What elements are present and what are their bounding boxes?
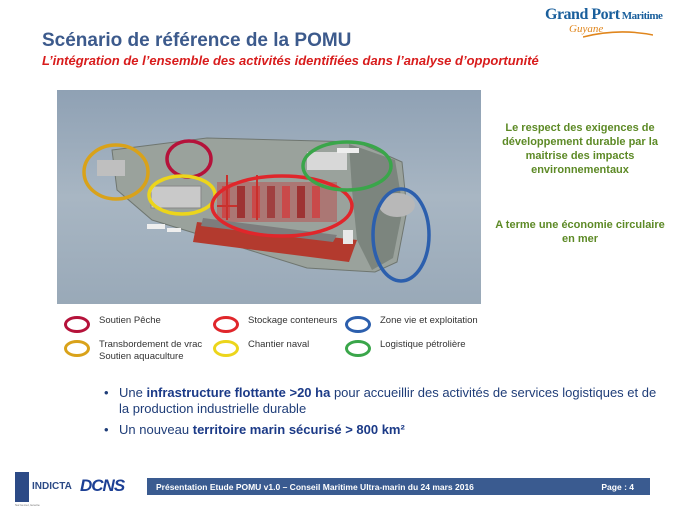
legend-item-chantier-naval bbox=[213, 339, 309, 357]
container-stacks bbox=[217, 182, 337, 222]
logo-swoosh-icon bbox=[583, 30, 653, 40]
platform-rendering-image bbox=[57, 90, 481, 304]
legend-item-soutien-peche bbox=[64, 315, 161, 333]
logo-line-2: Guyane bbox=[569, 23, 604, 35]
shipyard-building bbox=[151, 186, 201, 208]
oil-tanks bbox=[307, 152, 347, 170]
bullet-dot-icon: • bbox=[104, 385, 109, 400]
side-note-sustainability: Le respect des exigences de développement durable par la maitrise des impacts environnementaux bbox=[502, 122, 658, 176]
page-number: Page : 4 bbox=[601, 481, 634, 492]
indicta-text: INDICTA bbox=[32, 481, 72, 492]
legend-label: Stockage conteneurs bbox=[248, 315, 338, 326]
fishing-building bbox=[97, 160, 125, 176]
legend-ring-icon bbox=[213, 316, 239, 333]
legend-ring-icon bbox=[345, 340, 371, 357]
page-subtitle: L’intégration de l’ensemble des activités identifiées dans l’analyse d’opportunité bbox=[42, 53, 539, 68]
legend-item-logistique-petroliere bbox=[345, 339, 466, 357]
legend-ring-icon bbox=[64, 340, 90, 357]
legend-item-stockage-conteneurs bbox=[213, 315, 337, 333]
side-note-circular-economy: A terme une économie circulaire en mer bbox=[495, 219, 665, 245]
legend-item-transbordement bbox=[64, 339, 202, 363]
legend-item-zone-vie bbox=[345, 315, 478, 333]
indicta-logo bbox=[15, 472, 72, 507]
logo-line-1: Grand Port bbox=[545, 6, 620, 23]
legend-label: Transbordement de vrac Soutien aquaculture bbox=[99, 339, 203, 362]
legend-ring-icon bbox=[345, 316, 371, 333]
legend-label: Logistique pétrolière bbox=[380, 339, 466, 350]
grand-port-maritime-logo bbox=[545, 6, 663, 40]
legend-label: Zone vie et exploitation bbox=[380, 315, 478, 326]
bullet-item-infrastructure: • Une infrastructure flottante >20 ha pour accueillir des activités de services logistiques et de la production industrielle durable bbox=[104, 385, 657, 416]
logo-line-1b: Maritime bbox=[619, 10, 663, 22]
bullet-emphasis: infrastructure flottante >20 ha bbox=[146, 385, 331, 400]
legend-ring-icon bbox=[213, 340, 239, 357]
bullet-emphasis: territoire marin sécurisé > 800 km² bbox=[192, 422, 405, 437]
legend-label: Soutien Pêche bbox=[99, 315, 161, 326]
bullet-dot-icon: • bbox=[104, 422, 109, 437]
page-title: Scénario de référence de la POMU bbox=[42, 30, 352, 51]
footer-bar bbox=[147, 478, 650, 495]
indicta-tagline: Sur la mer, la terre bbox=[15, 503, 40, 507]
legend-label: Chantier naval bbox=[248, 339, 310, 350]
legend-ring-icon bbox=[64, 316, 90, 333]
dcns-logo: DCNS bbox=[80, 476, 125, 495]
bullet-list bbox=[104, 385, 664, 443]
bullet-item-territoire: • Un nouveau territoire marin sécurisé > 800 km² bbox=[104, 422, 405, 437]
footer-text: Présentation Etude POMU v1.0 – Conseil Maritime Ultra-marin du 24 mars 2016 bbox=[156, 481, 474, 492]
